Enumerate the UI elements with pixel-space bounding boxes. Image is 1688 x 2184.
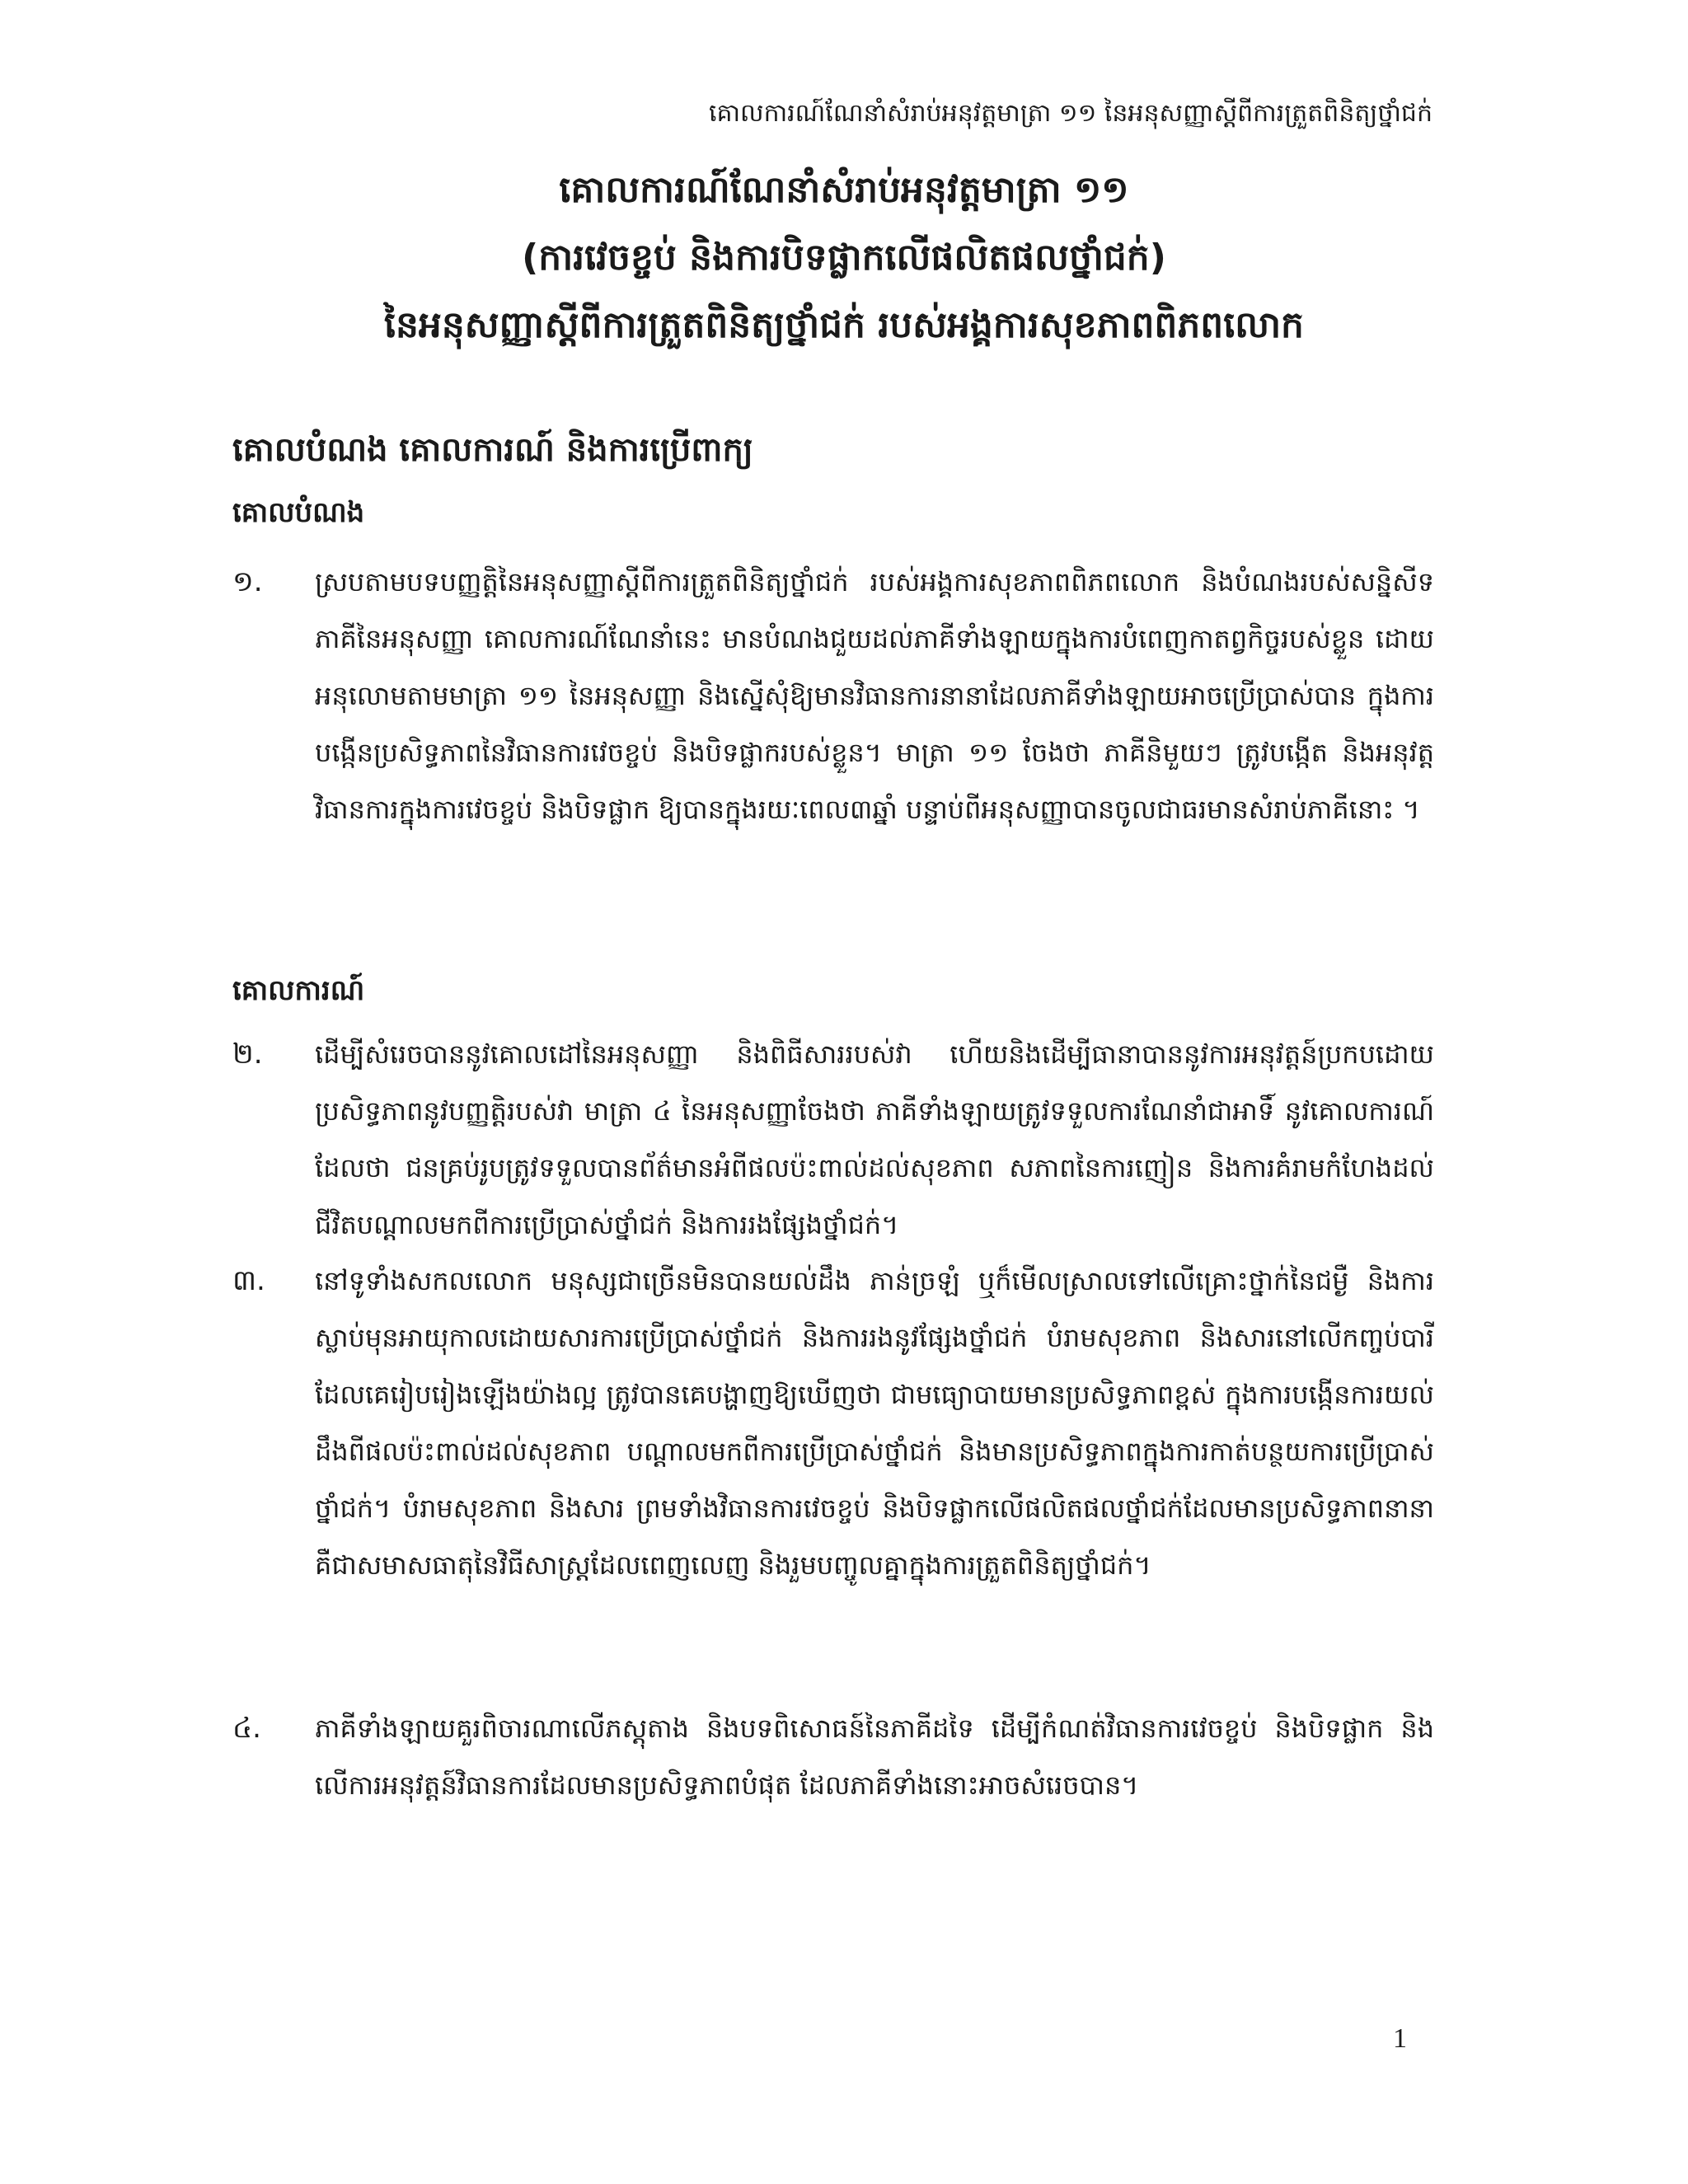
paragraph-number: ១. bbox=[232, 565, 263, 598]
paragraph-number: ២. bbox=[232, 1038, 263, 1071]
title-line-3: នៃអនុសញ្ញាស្តីពីការត្រួតពិនិត្យថ្នាំជក់ របស់អង្គការសុខភាពពិភពលោក bbox=[384, 304, 1304, 346]
subheading-principles: គោលការណ៍ bbox=[232, 974, 365, 1007]
paragraph-1 bbox=[232, 554, 1434, 838]
paragraph-text: នៅទូទាំងសកលលោក មនុស្សជាច្រើនមិនបានយល់ដឹង ភាន់ច្រឡំ ឬក៏មើលស្រាលទៅលើគ្រោះថ្នាក់នៃជម្ងឺ និងការស្លាប់មុនអាយុកាលដោយសារការប្រើប្រាស់ថ្នាំជក់ និងការរងនូវផ្សែងថ្នាំជក់ បំរាមសុខភាព និងសារនៅលើកញ្ចប់បារីដែលគេរៀបរៀងឡើងយ៉ាងល្អ ត្រូវបានគេបង្ហាញឱ្យឃើញថា ជាមធ្យោបាយមានប្រសិទ្ធភាពខ្ពស់ ក្នុងការបង្កើនការយល់ដឹងពីផលប៉ះពាល់ដល់សុខភាព បណ្តាលមកពីការប្រើប្រាស់ថ្នាំជក់ និងមានប្រសិទ្ធភាពក្នុងការកាត់បន្ថយការប្រើប្រាស់ថ្នាំជក់។ បំរាមសុខភាព និងសារ ព្រមទាំងវិធានការវេចខ្ចប់ និងបិទផ្លាកលើផលិតផលថ្នាំជក់ដែលមានប្រសិទ្ធភាពនានា គឺជាសមាសធាតុនៃវិធីសាស្ត្រដែលពេញលេញ និងរួមបញ្ចូលគ្នាក្នុងការត្រួតពិនិត្យថ្នាំជក់។ bbox=[315, 1265, 1434, 1581]
paragraph-4 bbox=[232, 1700, 1434, 1814]
paragraph-2 bbox=[232, 1026, 1434, 1254]
section-heading: គោលបំណង គោលការណ៍ និងការប្រើពាក្យ bbox=[232, 431, 753, 469]
subheading-purpose: គោលបំណង bbox=[232, 496, 365, 529]
document-title bbox=[0, 157, 1688, 359]
running-header: គោលការណ៍ណែនាំសំរាប់អនុវត្តមាត្រា ១១ នៃអនុសញ្ញាស្តីពីការត្រួតពិនិត្យថ្នាំជក់ bbox=[708, 99, 1432, 128]
paragraph-text: ស្របតាមបទបញ្ញត្តិនៃអនុសញ្ញាស្តីពីការត្រួតពិនិត្យថ្នាំជក់ របស់អង្គការសុខភាពពិភពលោក និងបំណងរបស់សន្និសីទភាគីនៃអនុសញ្ញា គោលការណ៍ណែនាំនេះ មានបំណងជួយដល់ភាគីទាំងឡាយក្នុងការបំពេញកាតព្វកិច្ចរបស់ខ្លួន ដោយអនុលោមតាមមាត្រា ១១ នៃអនុសញ្ញា និងស្នើសុំឱ្យមានវិធានការនានាដែលភាគីទាំងឡាយអាចប្រើប្រាស់បាន ក្នុងការបង្កើនប្រសិទ្ធភាពនៃវិធានការវេចខ្ចប់ និងបិទផ្លាករបស់ខ្លួន។ មាត្រា ១១ ចែងថា ភាគីនិមួយៗ ត្រូវបង្កើត និងអនុវត្តវិធានការក្នុងការវេចខ្ចប់ និងបិទផ្លាក ឱ្យបានក្នុងរយៈពេល៣ឆ្នាំ បន្ទាប់ពីអនុសញ្ញាបានចូលជាធរមានសំរាប់ភាគីនោះ ។ bbox=[315, 566, 1435, 825]
paragraph-text: ភាគីទាំងឡាយគួរពិចារណាលើភស្តុតាង និងបទពិសោធន៍នៃភាគីដទៃ ដើម្បីកំណត់វិធានការវេចខ្ចប់ និងបិទផ្លាក និងលើការអនុវត្តន៍វិធានការដែលមានប្រសិទ្ធភាពបំផុត ដែលភាគីទាំងនោះអាចសំរេចបាន។ bbox=[315, 1713, 1434, 1801]
paragraph-number: ៤. bbox=[232, 1712, 261, 1745]
title-line-1: គោលការណ៍ណែនាំសំរាប់អនុវត្តមាត្រា ១១ bbox=[559, 169, 1129, 211]
title-line-2: (ការវេចខ្ចប់ និងការបិទផ្លាកលើផលិតផលថ្នាំជក់) bbox=[522, 237, 1166, 279]
paragraph-text: ដើម្បីសំរេចបាននូវគោលដៅនៃអនុសញ្ញា និងពិធីសាររបស់វា ហើយនិងដើម្បីធានាបាននូវការអនុវត្តន៍ប្រកបដោយប្រសិទ្ធភាពនូវបញ្ញត្តិរបស់វា មាត្រា ៤ នៃអនុសញ្ញាចែងថា ភាគីទាំងឡាយត្រូវទទួលការណែនាំជាអាទិ៍ នូវគោលការណ៍ដែលថា ជនគ្រប់រូបត្រូវទទួលបានព័ត៌មានអំពីផលប៉ះពាល់ដល់សុខភាព សភាពនៃការញៀន និងការគំរាមកំហែងដល់ជីវិតបណ្តាលមកពីការប្រើប្រាស់ថ្នាំជក់ និងការរងផ្សែងថ្នាំជក់។ bbox=[315, 1038, 1434, 1240]
paragraph-number: ៣. bbox=[232, 1264, 265, 1297]
page-number: 1 bbox=[1393, 2023, 1407, 2054]
paragraph-3 bbox=[232, 1253, 1434, 1594]
